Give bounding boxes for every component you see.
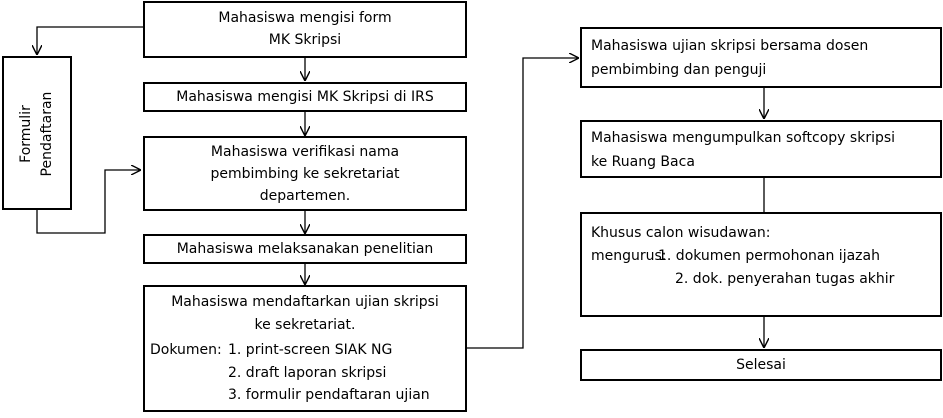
step-5-doc-label: Dokumen: bbox=[150, 342, 222, 358]
step-r3-item-2: 2. dok. penyerahan tugas akhir bbox=[675, 271, 895, 287]
step-r2-line2: ke Ruang Baca bbox=[591, 154, 695, 170]
end-label: Selesai bbox=[736, 357, 786, 373]
step-5-doc-item-3: 3. formulir pendaftaran ujian bbox=[228, 387, 430, 403]
form-box-line1: Formulir bbox=[18, 105, 34, 163]
step-3-line1: Mahasiswa verifikasi nama bbox=[210, 144, 400, 160]
step-3-line3: departemen. bbox=[259, 188, 351, 204]
step-r1-line1: Mahasiswa ujian skripsi bersama dosen bbox=[591, 38, 869, 54]
form-box-line2: Pendaftaran bbox=[39, 91, 55, 177]
step-r3-label: mengurus: bbox=[591, 248, 667, 264]
step-5-doc-item-2: 2. draft laporan skripsi bbox=[228, 365, 387, 381]
step-r3-item-1: 1. dokumen permohonan ijazah bbox=[658, 248, 880, 264]
step-1-line2: MK Skripsi bbox=[268, 32, 342, 48]
step-5-line1: Mahasiswa mendaftarkan ujian skripsi bbox=[171, 294, 439, 310]
step-5-line2: ke sekretariat. bbox=[254, 317, 356, 333]
step-2-line1: Mahasiswa mengisi MK Skripsi di IRS bbox=[176, 89, 434, 105]
step-r3-heading: Khusus calon wisudawan: bbox=[591, 225, 771, 241]
step-3-line2: pembimbing ke sekretariat bbox=[210, 166, 400, 182]
step-5-doc-item-1: 1. print-screen SIAK NG bbox=[228, 342, 393, 358]
step-4-line1: Mahasiswa melaksanakan penelitian bbox=[176, 241, 434, 257]
arrow-step5-to-right bbox=[466, 58, 578, 348]
step-1-line1: Mahasiswa mengisi form bbox=[218, 10, 392, 26]
arrow-step1-to-form bbox=[37, 27, 143, 54]
step-r2-line1: Mahasiswa mengumpulkan softcopy skripsi bbox=[591, 130, 896, 146]
step-r1-line2: pembimbing dan penguji bbox=[591, 62, 767, 78]
